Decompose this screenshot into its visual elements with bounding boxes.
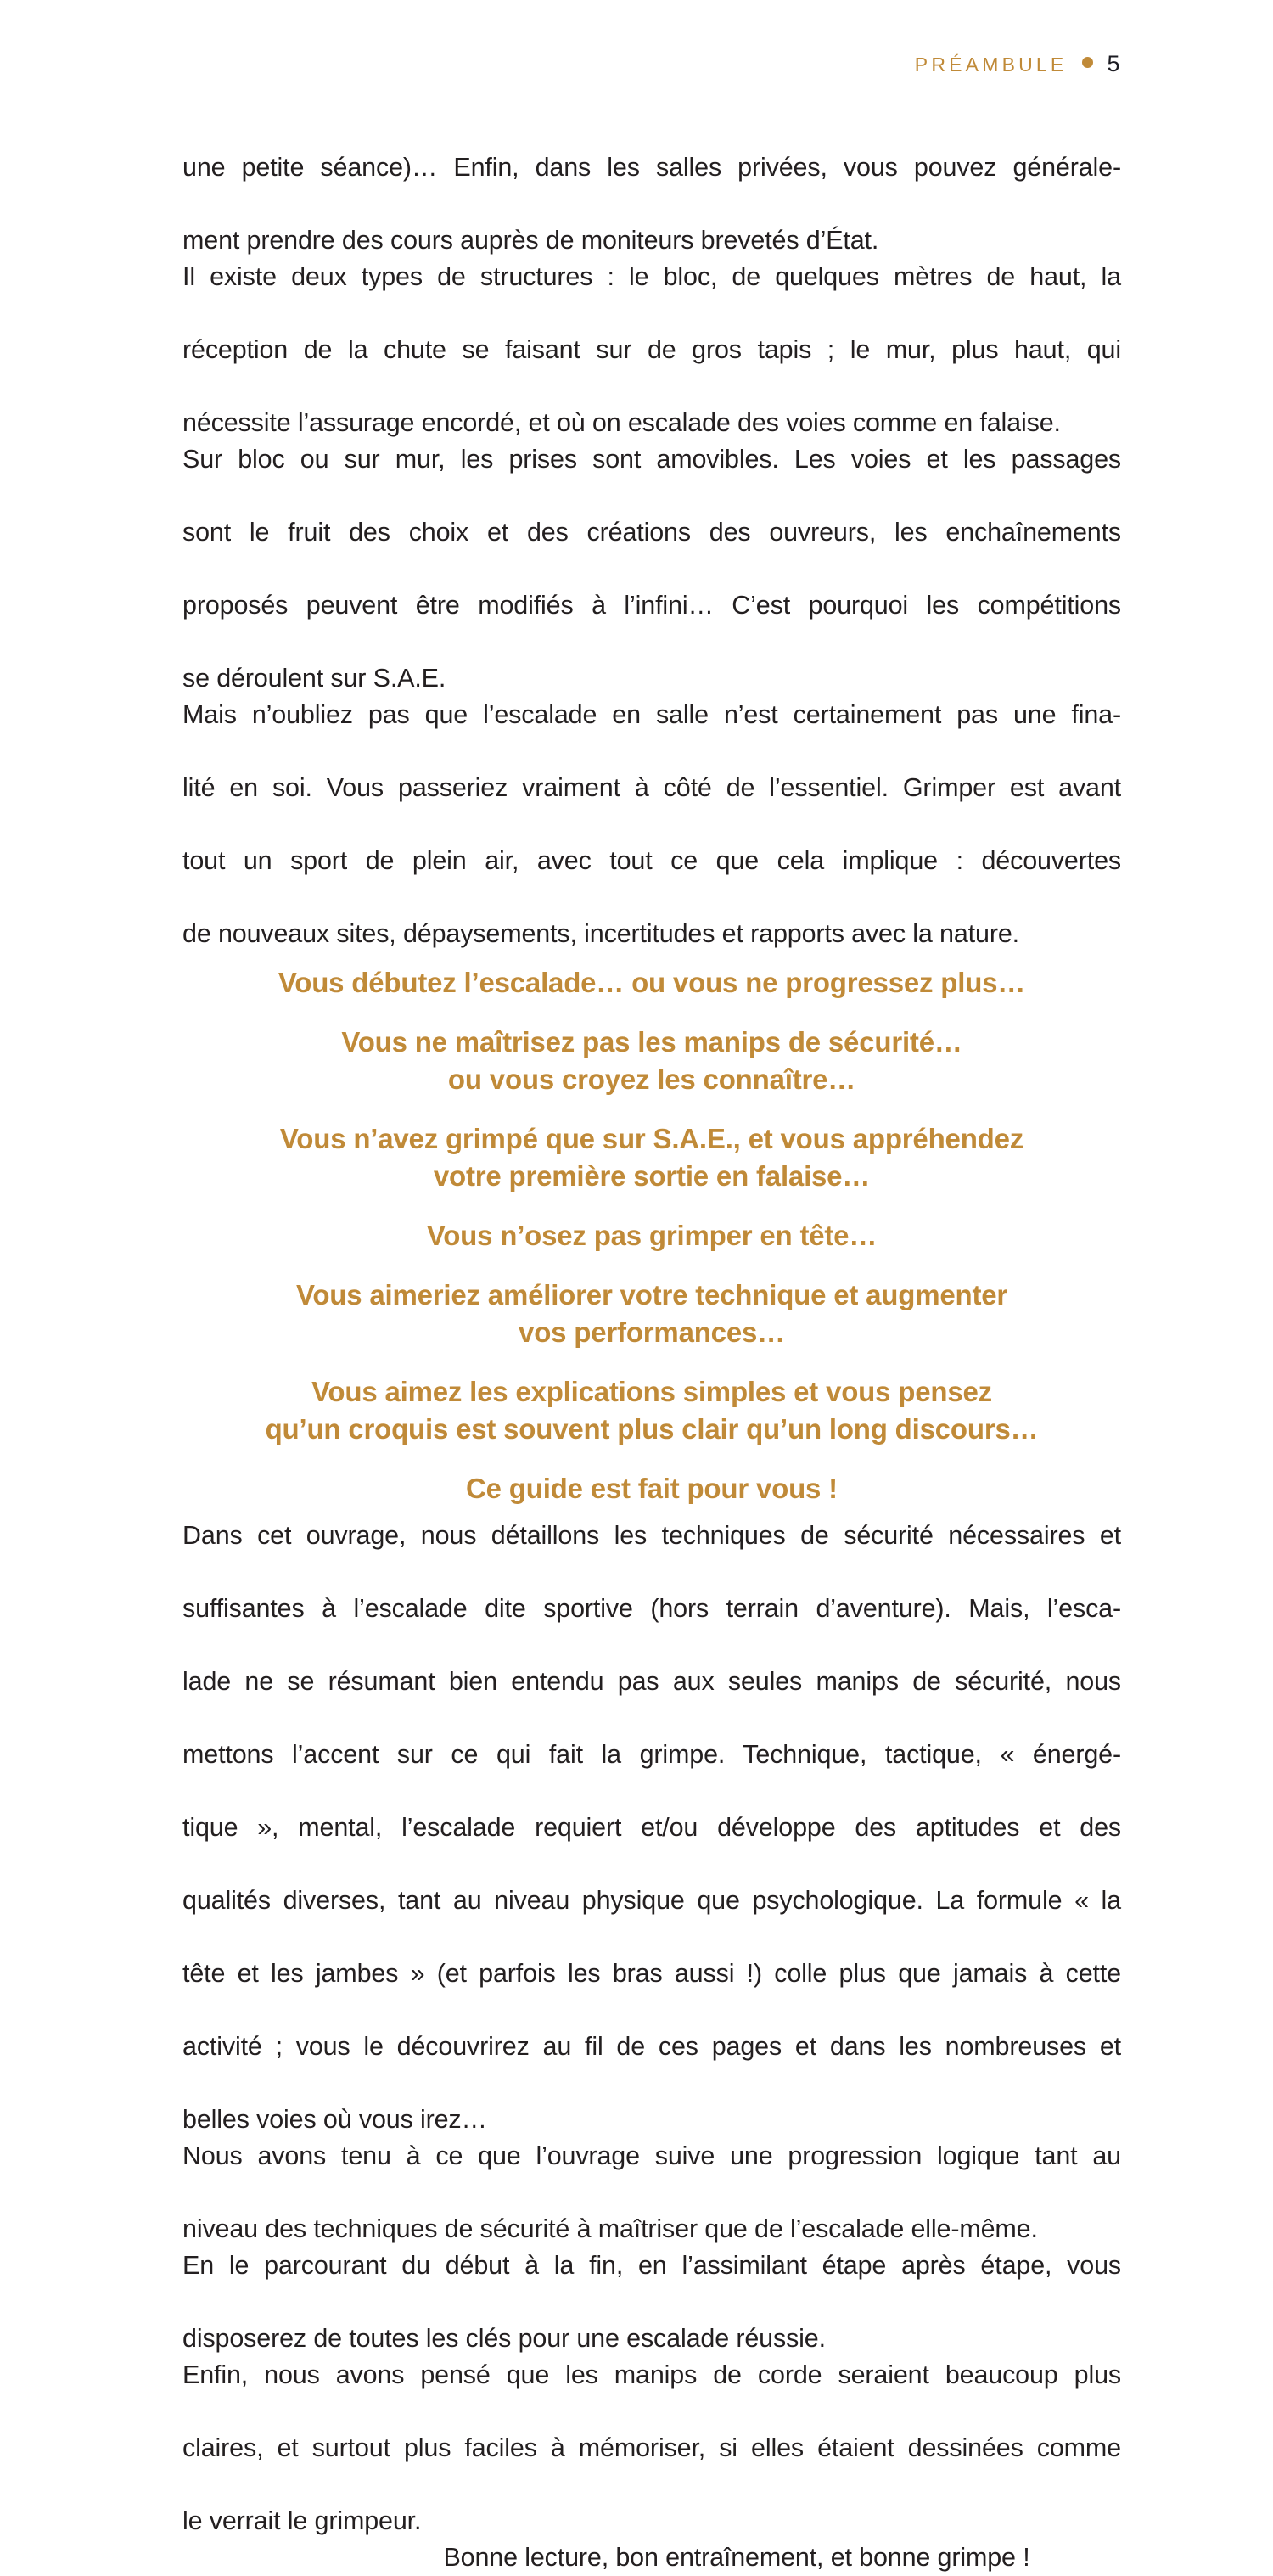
stanza-debutez: [182, 964, 1121, 1002]
par-prises-amovibles: [182, 441, 1121, 697]
stanza-line: Vous aimeriez améliorer votre technique et augmenter: [295, 1279, 1008, 1310]
text-line: réception de la chute se faisant sur de gros tapis ; le mur, plus haut, qui: [182, 335, 1121, 364]
closing-line: Bonne lecture, bon entraînement, et bonne grimpe !: [443, 2543, 1030, 2572]
text-line: proposés peuvent être modifiés à l’infini… C’est pourquoi les compétitions: [182, 591, 1121, 620]
stanza-manips-securite: [182, 1024, 1121, 1098]
text-line: tête et les jambes » (et parfois les bras aussi !) colle plus que jamais à cette: [182, 1959, 1121, 1988]
text-line: disposerez de toutes les clés pour une escalade réussie.: [182, 2324, 826, 2353]
text-line: lade ne se résumant bien entendu pas aux seules manips de sécurité, nous: [182, 1667, 1121, 1696]
stanza-line: qu’un croquis est souvent plus clair qu’un long discours…: [265, 1413, 1039, 1445]
stanza-line: Vous n’osez pas grimper en tête…: [426, 1220, 878, 1251]
text-line: mettons l’accent sur ce qui fait la grimpe. Technique, tactique, « énergé-: [182, 1740, 1121, 1769]
text-line: ment prendre des cours auprès de moniteurs brevetés d’État.: [182, 226, 879, 255]
text-line: lité en soi. Vous passeriez vraiment à côté de l’essentiel. Grimper est avant: [182, 773, 1121, 802]
bullet-icon: [1082, 57, 1093, 68]
page-number: 5: [1107, 51, 1120, 76]
text-line: Nous avons tenu à ce que l’ouvrage suive une progression logique tant au: [182, 2141, 1121, 2170]
stanza-line: votre première sortie en falaise…: [433, 1160, 871, 1192]
text-line: se déroulent sur S.A.E.: [182, 664, 446, 693]
par-types-structures: [182, 259, 1121, 441]
text-column: [182, 149, 1121, 2576]
stanza-line: Vous aimez les explications simples et vous pensez: [311, 1376, 992, 1407]
text-line: Mais n’oubliez pas que l’escalade en salle n’est certainement pas une fina-: [182, 700, 1121, 729]
text-line: niveau des techniques de sécurité à maîtriser que de l’escalade elle-même.: [182, 2214, 1038, 2243]
text-line: activité ; vous le découvrirez au fil de ces pages et dans les nombreuses et: [182, 2032, 1121, 2061]
stanza-line: Vous n’avez grimpé que sur S.A.E., et vous appréhendez: [279, 1123, 1024, 1154]
par-manips-dessinees: [182, 2357, 1121, 2540]
running-head: [182, 53, 1120, 87]
text-line: suffisantes à l’escalade dite sportive (hors terrain d’aventure). Mais, l’esca-: [182, 1594, 1121, 1623]
stanza-line: Vous débutez l’escalade… ou vous ne progressez plus…: [278, 967, 1026, 998]
gold-callout-block: [182, 964, 1121, 1507]
text-line: de nouveaux sites, dépaysements, incertitudes et rapports avec la nature.: [182, 919, 1019, 948]
text-line: sont le fruit des choix et des créations des ouvreurs, les enchaînements: [182, 518, 1121, 547]
body-paragraphs-bottom: [182, 1518, 1121, 2540]
text-line: belles voies où vous irez…: [182, 2105, 487, 2134]
text-line: tout un sport de plein air, avec tout ce que cela implique : découvertes: [182, 846, 1121, 875]
par-parcourant: [182, 2248, 1121, 2357]
text-line: En le parcourant du début à la fin, en l’assimilant étape après étape, vous: [182, 2251, 1121, 2280]
section-label: PRÉAMBULE: [914, 53, 1068, 76]
text-line: claires, et surtout plus faciles à mémoriser, si elles étaient dessinées comme: [182, 2433, 1121, 2462]
body-paragraphs-top: [182, 149, 1121, 952]
par-progression-logique: [182, 2138, 1121, 2248]
stanza-line: vos performances…: [519, 1316, 785, 1348]
stanza-line: ou vous croyez les connaître…: [447, 1064, 856, 1095]
stanza-technique-performances: [182, 1277, 1121, 1351]
text-line: Il existe deux types de structures : le bloc, de quelques mètres de haut, la: [182, 262, 1121, 291]
text-line: tique », mental, l’escalade requiert et/ou développe des aptitudes et des: [182, 1813, 1121, 1842]
par-dans-cet-ouvrage: [182, 1518, 1121, 2138]
stanza-explications-simples: [182, 1373, 1121, 1448]
text-line: qualités diverses, tant au niveau physique que psychologique. La formule « la: [182, 1886, 1121, 1915]
stanza-ce-guide: [182, 1470, 1121, 1507]
stanza-line: Ce guide est fait pour vous !: [466, 1473, 838, 1504]
par-salles-privees: [182, 149, 1121, 259]
stanza-sae-falaise: [182, 1120, 1121, 1195]
stanza-grimper-en-tete: [182, 1217, 1121, 1254]
text-line: nécessite l’assurage encordé, et où on escalade des voies comme en falaise.: [182, 408, 1061, 437]
text-line: le verrait le grimpeur.: [182, 2506, 422, 2535]
text-line: Dans cet ouvrage, nous détaillons les techniques de sécurité nécessaires et: [182, 1521, 1121, 1550]
par-finalite: [182, 697, 1121, 952]
text-line: Sur bloc ou sur mur, les prises sont amovibles. Les voies et les passages: [182, 445, 1121, 474]
stanza-line: Vous ne maîtrisez pas les manips de sécurité…: [341, 1026, 962, 1058]
text-line: Enfin, nous avons pensé que les manips de corde seraient beaucoup plus: [182, 2360, 1121, 2389]
text-line: une petite séance)… Enfin, dans les salles privées, vous pouvez générale-: [182, 153, 1121, 182]
